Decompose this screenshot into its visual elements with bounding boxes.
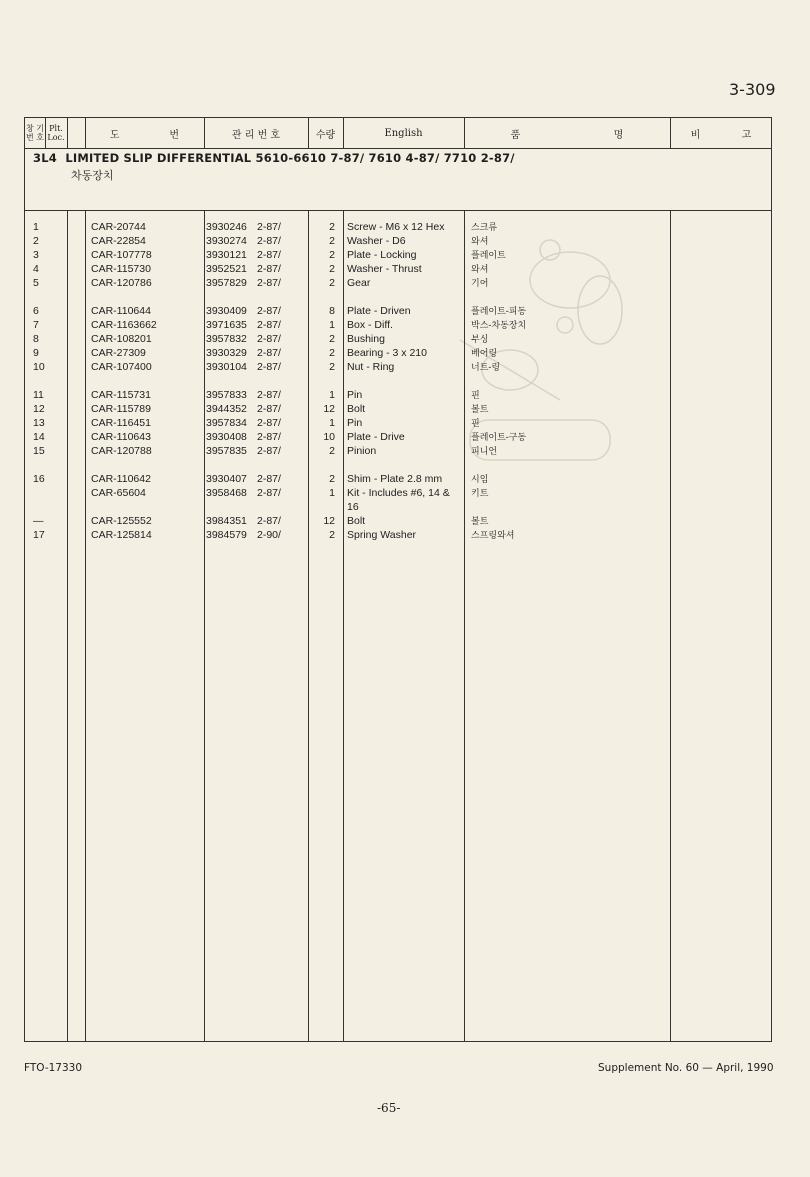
- cell-qty: 2: [329, 263, 335, 275]
- cell-qty: 10: [323, 431, 335, 443]
- cell-part: 3930409: [206, 305, 247, 317]
- cell-kor: 부싱: [471, 334, 489, 344]
- table-row: [25, 234, 771, 248]
- cell-part: 3958468: [206, 487, 247, 499]
- cell-eng: Bolt: [347, 403, 366, 415]
- cell-part: 3957833: [206, 389, 247, 401]
- cell-qty: 12: [323, 515, 335, 527]
- cell-no: 15: [33, 445, 45, 457]
- cell-car: CAR-116451: [91, 417, 151, 429]
- cell-qty: 2: [329, 473, 335, 485]
- cell-kor: 스크류: [471, 222, 498, 232]
- cell-part: 3930104: [206, 361, 247, 373]
- cell-part: 3930121: [206, 249, 247, 261]
- cell-date: 2-87/: [257, 333, 281, 345]
- header-drawing-no: 도 번: [109, 129, 180, 141]
- cell-eng: Bearing - 3 x 210: [347, 347, 427, 359]
- cell-date: 2-87/: [257, 431, 281, 443]
- table-row: [25, 248, 771, 262]
- cell-car: CAR-107778: [91, 249, 152, 261]
- cell-car: CAR-110643: [91, 431, 151, 443]
- cell-eng: Washer - D6: [347, 235, 406, 247]
- cell-eng: Shim - Plate 2.8 mm: [347, 473, 443, 485]
- cell-no: 10: [33, 361, 45, 373]
- cell-car: CAR-120788: [91, 445, 152, 457]
- cell-date: 2-87/: [257, 445, 281, 457]
- cell-car: CAR-110642: [91, 473, 151, 485]
- cell-eng: Spring Washer: [347, 529, 417, 541]
- cell-car: CAR-27309: [91, 347, 146, 359]
- header-plt-loc: Plt. Loc.: [47, 124, 65, 142]
- cell-kor: 키트: [471, 488, 489, 498]
- cell-eng: Plate - Drive: [347, 431, 405, 443]
- cell-eng: Plate - Driven: [347, 305, 411, 317]
- header-item-no: 창 기 번 호: [26, 124, 44, 142]
- cell-car: CAR-115789: [91, 403, 151, 415]
- cell-date: 2-87/: [257, 319, 281, 331]
- page-number: 3-309: [729, 80, 776, 99]
- cell-qty: 2: [329, 347, 335, 359]
- cell-date: 2-87/: [257, 347, 281, 359]
- cell-kor: 플레이트-구동: [471, 432, 527, 442]
- cell-part: 3930407: [206, 473, 247, 485]
- table-row: [25, 486, 771, 500]
- table-row: [25, 514, 771, 528]
- form-code: FTO-17330: [24, 1062, 83, 1074]
- header-english: English: [384, 127, 423, 139]
- cell-eng: Screw - M6 x 12 Hex: [347, 221, 445, 233]
- table-row: [25, 472, 771, 486]
- cell-date: 2-87/: [257, 403, 281, 415]
- cell-car: CAR-110644: [91, 305, 151, 317]
- cell-kor: 시임: [471, 474, 489, 484]
- table-row: [25, 346, 771, 360]
- cell-part: 3957835: [206, 445, 247, 457]
- cell-no: 11: [33, 389, 44, 401]
- parts-table: [24, 117, 772, 1042]
- cell-car: CAR-22854: [91, 235, 146, 247]
- cell-kor: 핀: [471, 418, 480, 428]
- cell-part: 3957834: [206, 417, 247, 429]
- cell-kor: 볼트: [471, 404, 489, 414]
- cell-qty: 1: [329, 389, 335, 401]
- cell-car: CAR-107400: [91, 361, 152, 373]
- cell-car: CAR-125552: [91, 515, 152, 527]
- cell-no: 4: [33, 263, 39, 275]
- table-row: [25, 304, 771, 318]
- table-row: [25, 528, 771, 542]
- cell-car: CAR-125814: [91, 529, 152, 541]
- cell-kor: 기어: [471, 278, 489, 288]
- cell-no: 1: [33, 221, 39, 233]
- cell-kor: 플레이트-피동: [471, 306, 527, 316]
- cell-part: 3984579: [206, 529, 247, 541]
- cell-date: 2-87/: [257, 417, 281, 429]
- cell-eng: Washer - Thrust: [347, 263, 422, 275]
- cell-eng: Bolt: [347, 515, 366, 527]
- cell-qty: 1: [329, 417, 335, 429]
- cell-no: 16: [33, 473, 45, 485]
- header-control-no: 관 리 번 호: [231, 129, 281, 141]
- cell-date: 2-87/: [257, 305, 281, 317]
- cell-eng: 16: [347, 501, 359, 513]
- cell-qty: 8: [329, 305, 335, 317]
- cell-qty: 12: [323, 403, 335, 415]
- cell-date: 2-87/: [257, 487, 281, 499]
- cell-no: 3: [33, 249, 39, 261]
- cell-car: CAR-65604: [91, 487, 146, 499]
- sheet-number: -65-: [377, 1101, 401, 1115]
- table-row: [25, 388, 771, 402]
- cell-part: 3930329: [206, 347, 247, 359]
- cell-qty: 2: [329, 235, 335, 247]
- cell-part: 3952521: [206, 263, 247, 275]
- section-rule: [25, 210, 771, 211]
- cell-part: 3930408: [206, 431, 247, 443]
- cell-kor: 와셔: [471, 236, 489, 246]
- cell-qty: 2: [329, 333, 335, 345]
- cell-car: CAR-115730: [91, 263, 151, 275]
- cell-no: 13: [33, 417, 45, 429]
- cell-eng: Box - Diff.: [347, 319, 393, 331]
- table-row: [25, 318, 771, 332]
- cell-car: CAR-20744: [91, 221, 146, 233]
- cell-part: 3971635: [206, 319, 247, 331]
- cell-date: 2-87/: [257, 361, 281, 373]
- cell-eng: Plate - Locking: [347, 249, 417, 261]
- table-row: [25, 262, 771, 276]
- cell-date: 2-90/: [257, 529, 281, 541]
- cell-qty: 2: [329, 221, 335, 233]
- table-row: [25, 444, 771, 458]
- supplement-note: Supplement No. 60 — April, 1990: [598, 1062, 774, 1074]
- cell-no: —: [33, 515, 44, 527]
- cell-kor: 너트-링: [471, 362, 501, 372]
- cell-part: 3944352: [206, 403, 247, 415]
- cell-date: 2-87/: [257, 249, 281, 261]
- cell-no: 2: [33, 235, 39, 247]
- cell-car: CAR-115731: [91, 389, 151, 401]
- cell-qty: 2: [329, 361, 335, 373]
- cell-date: 2-87/: [257, 263, 281, 275]
- cell-car: CAR-1163662: [91, 319, 157, 331]
- cell-kor: 와셔: [471, 264, 489, 274]
- cell-eng: Pinion: [347, 445, 377, 457]
- cell-eng: Bushing: [347, 333, 385, 345]
- cell-date: 2-87/: [257, 235, 281, 247]
- cell-kor: 스프링와셔: [471, 530, 515, 540]
- cell-no: 12: [33, 403, 45, 415]
- cell-part: 3930274: [206, 235, 247, 247]
- cell-qty: 1: [329, 319, 335, 331]
- cell-kor: 핀: [471, 390, 480, 400]
- cell-kor: 박스-차동장치: [471, 320, 527, 330]
- cell-car: CAR-120786: [91, 277, 152, 289]
- table-row: [25, 220, 771, 234]
- header-qty: 수량: [315, 129, 336, 141]
- cell-date: 2-87/: [257, 389, 281, 401]
- cell-qty: 2: [329, 277, 335, 289]
- table-row: [25, 500, 771, 514]
- cell-part: 3957829: [206, 277, 247, 289]
- cell-kor: 베어링: [471, 348, 498, 358]
- cell-qty: 1: [329, 487, 335, 499]
- cell-kor: 피니언: [471, 446, 498, 456]
- cell-kor: 플레이트: [471, 250, 506, 260]
- cell-date: 2-87/: [257, 221, 281, 233]
- cell-eng: Nut - Ring: [347, 361, 395, 373]
- cell-part: 3957832: [206, 333, 247, 345]
- section-title: 3L4 LIMITED SLIP DIFFERENTIAL 5610-6610 7-87/ 7610 4-87/ 7710 2-87/: [33, 151, 515, 165]
- cell-no: 6: [33, 305, 39, 317]
- section-subtitle: 차동장치: [71, 169, 114, 182]
- cell-date: 2-87/: [257, 277, 281, 289]
- cell-no: 8: [33, 333, 39, 345]
- cell-date: 2-87/: [257, 515, 281, 527]
- table-row: [25, 360, 771, 374]
- cell-part: 3930246: [206, 221, 247, 233]
- cell-qty: 2: [329, 249, 335, 261]
- cell-eng: Gear: [347, 277, 371, 289]
- cell-eng: Pin: [347, 389, 363, 401]
- table-row: [25, 276, 771, 290]
- table-row: [25, 402, 771, 416]
- cell-no: 9: [33, 347, 39, 359]
- header-korean-name: 품 명: [510, 129, 624, 141]
- table-row: [25, 416, 771, 430]
- cell-no: 7: [33, 319, 39, 331]
- cell-qty: 2: [329, 529, 335, 541]
- cell-car: CAR-108201: [91, 333, 152, 345]
- header-remarks: 비 고: [690, 129, 752, 141]
- table-row: [25, 332, 771, 346]
- cell-eng: Pin: [347, 417, 363, 429]
- cell-no: 14: [33, 431, 45, 443]
- cell-no: 17: [33, 529, 45, 541]
- cell-qty: 2: [329, 445, 335, 457]
- table-row: [25, 430, 771, 444]
- cell-eng: Kit - Includes #6, 14 &: [347, 487, 450, 499]
- cell-part: 3984351: [206, 515, 247, 527]
- cell-no: 5: [33, 277, 39, 289]
- cell-kor: 볼트: [471, 516, 489, 526]
- cell-date: 2-87/: [257, 473, 281, 485]
